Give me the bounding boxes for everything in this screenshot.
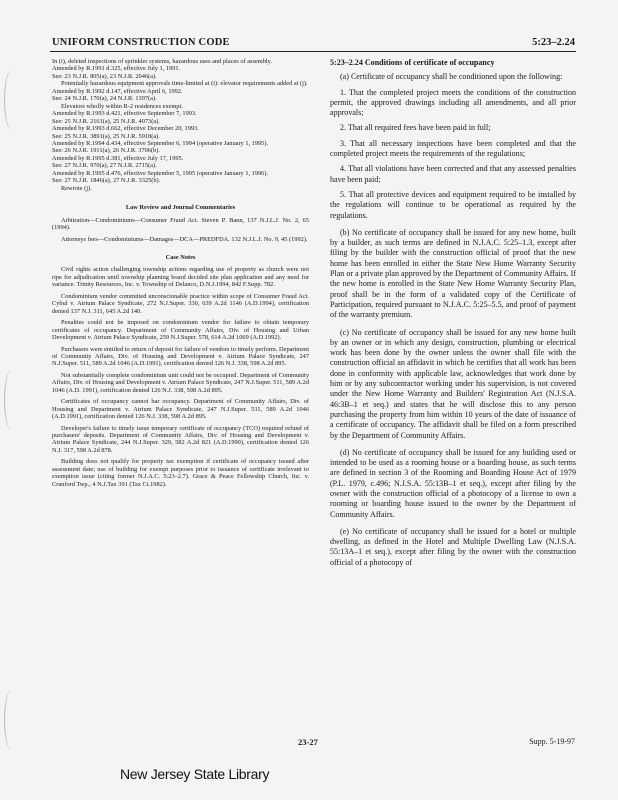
margin-mark [4, 70, 19, 130]
subsection-paragraph: (c) No certificate of occupancy shall be issued for any new home built by an owner or in which any design, construction, plumbing or electrical work has been done by the owner unless the owner shall file with the construction official an affidavit in which he certifies that all work has been done in conformity with applicable law, acknowledges that work done by him or by any subcontractor working under his supervision, is not covered under the New Home Warranty and Builders' Registration Act (N.J.S.A. 46:3B–1 et seq.) and states that he will disclose this to any person purchasing the property from him within 10 years of the date of issuance of a certificate of occupancy. The affidavit shall be filed on a form prescribed by the Department of Community Affairs. [330, 327, 576, 440]
history-note: Amended by R.1993 d.421, effective September 7, 1993. [52, 110, 197, 118]
running-header-section: 5:23–2.24 [532, 37, 575, 48]
library-stamp: New Jersey State Library [120, 766, 270, 782]
case-note-entry: Purchasers were entitled to return of deposit for failure of vendors to timely perform. Department of Community Affairs, Div. of Housing and Development v. Atrium Palace Syndicate, 247 N.J.Super. 511, 589 A.2d 1046 (A.D.1991), certification denied 126 N.J. 338, 598 A.2d 895. [52, 345, 309, 368]
history-note: Amended by R.1995 d.476, effective September 5, 1995 (operative January 1, 1996). [52, 169, 269, 177]
subsection-paragraph: 1. That the completed project meets the conditions of the construction permit, the approved drawings including all amendments, and all prior approvals; [330, 87, 576, 118]
case-note-entry: Condominium vendor committed unconscionable practice within scope of Consumer Fraud Act. Cybul v. Atrium Palace Syndicate, 272 N.J.Super. 330, 639 A.2d 1146 (A.D.1994), certification denied 137 N.J. 311, 645 A.2d 140. [52, 292, 309, 315]
section-body [330, 72, 576, 568]
case-notes-heading: Case Notes [165, 253, 196, 261]
case-note-entry: Civil rights action challenging township actions regarding use of property as church were not ripe for adjudication until township planning board decided site plan application and any need for variance. Trinity Resources, Inc. v. Township of Delanco, D.N.J.1994, 842 F.Supp. 782. [52, 266, 309, 289]
law-review-entry: Attorneys fees—Condominiums—Damages—DCA—PREDFDA. 132 N.J.L.J. No. 9, 45 (1992). [61, 235, 308, 243]
subsection-paragraph: 4. That all violations have been corrected and that any assessed penalties have been paid; [330, 164, 576, 184]
header-rule [50, 51, 576, 52]
margin-mark [4, 370, 19, 430]
history-note: Rewrote (j). [61, 184, 92, 192]
history-note: Amended by R.1991 d.325, effective July 1, 1991. [52, 65, 181, 73]
history-note: See: 25 N.J.R. 3891(a), 25 N.J.R. 5918(a). [52, 132, 160, 140]
history-note: Elevators wholly within R-2 residences exempt. [61, 102, 183, 110]
case-note-entry: Developer's failure to timely issue temporary certificate of occupancy (TCO) required refund of purchasers' deposits. Department of Community Affairs, Div. of Housing and Development v. Atrium Palace Syndicate, 244 N.J.Super. 329, 582 A.2d 821 (A.D.1990), certification denied 126 N.J. 317, 598 A.2d 878. [52, 424, 309, 454]
case-note-entry: Certificates of occupancy cannot bar occupancy. Department of Community Affairs, Div. of Housing and Department v. Atrium Palace Syndicate, 247 N.J.Super. 511, 589 A.2d 1046 (A.D.1991), certification denied 126 N.J. 338, 598 A.2d 895. [52, 398, 309, 421]
history-note: Amended by R.1992 d.147, effective April 6, 1992. [52, 87, 183, 95]
running-header-title: UNIFORM CONSTRUCTION CODE [52, 37, 230, 48]
history-note: Amended by R.1995 d.381, effective July 17, 1995. [52, 154, 184, 162]
history-note: Potentially hazardous equipment approvals time-limited at (i): elevator requirements added at (j). [61, 80, 308, 88]
history-note: See: 27 N.J.R. 970(a), 27 N.J.R. 2715(a). [52, 162, 157, 170]
subsection-paragraph: (b) No certificate of occupancy shall be issued for any new home, built by a builder, as such terms are defined in N.J.A.C. 5:25–1.3, except after filing by the builder with the construction official of proof that the new home has been enrolled in either the State New Home Warranty Security Plan or a private plan approved by the Department of Community Affairs. If the new home is enrolled in the State New Home Warranty Security Plan, proof shall be in the form of a validated copy of the Certificate of Participation, required pursuant to N.J.A.C. 5:25–5.5, and proof of payment of the warranty premium. [330, 227, 576, 320]
subsection-paragraph: (e) No certificate of occupancy shall be issued for a hotel or multiple dwelling, as defined in the Hotel and Multiple Dwelling Law (N.J.S.A. 55:13A–1 et seq.), except after filing by the owner with the construction official of a photocopy of [330, 526, 576, 567]
subsection-paragraph: 3. That all necessary inspections have been completed and that the completed project meets the requirements of the regulations; [330, 138, 576, 159]
case-notes-list [52, 266, 309, 488]
page-number: 23-27 [298, 737, 318, 747]
case-note-entry: Penalties could not be imposed on condominium vendor for failure to obtain temporary certificates of occupancy. Department of Community Affairs, Div. of Housing and Urban Development v. Atrium Palace Syndicate, 259 N.J.Super. 578, 614 A.2d 1069 (A.D.1992). [52, 319, 309, 342]
history-notes [52, 58, 309, 192]
right-column [330, 58, 576, 568]
history-note: See: 26 N.J.R. 1911(a), 26 N.J.R. 3706(b). [52, 147, 160, 155]
law-review-list [52, 217, 309, 243]
history-note: See: 25 N.J.R. 2161(a), 25 N.J.R. 4073(a). [52, 117, 160, 125]
subsection-paragraph: (a) Certificate of occupancy shall be conditioned upon the following: [340, 72, 563, 82]
history-note: In (i), deleted inspections of sprinkler systems, hazardous uses and places of assembly. [52, 58, 272, 65]
history-note: Amended by R.1994 d.434, effective September 6, 1994 (operative January 1, 1995). [52, 139, 269, 147]
history-note: See: 23 N.J.R. 805(a), 23 N.J.R. 2046(a). [52, 72, 157, 80]
supplement-date: Supp. 5-19-97 [529, 737, 575, 746]
subsection-paragraph: 5. That all protective devices and equipment required to be installed by the regulations will continue to be operational as required by the regulations. [330, 189, 576, 220]
law-review-entry: Arbitration—Condominiums—Consumer Fraud Act. Steven P. Bann, 137 N.J.L.J. No. 2, 65 (1994). [52, 216, 309, 232]
margin-mark [4, 690, 19, 750]
case-note-entry: Building does not qualify for property tax exemption if certificate of occupancy issued after assessment date; use of building for exempt purposes prior to issuance of certificate irrelevant to exemption issue (citing former N.J.A.C. 5:23–2.7). Grace & Peace Fellowship Church, Inc. v. Cranford Twp., 4 N.J.Tax 391 (Tax Ct.1982). [52, 458, 309, 488]
subsection-paragraph: 2. That all required fees have been paid in full; [340, 123, 491, 133]
section-title: 5:23–2.24 Conditions of certificate of occupancy [330, 58, 495, 67]
law-review-heading: Law Review and Journal Commentaries [125, 204, 236, 212]
history-note: See: 24 N.J.R. 170(a), 24 N.J.R. 1397(a). [52, 95, 157, 103]
history-note: See: 27 N.J.R. 1846(a), 27 N.J.R. 3325(b). [52, 177, 161, 185]
subsection-paragraph: (d) No certificate of occupancy shall be issued for any building used or intended to be used as a rooming house or a boarding house, as such terms are defined in section 3 of the Rooming and Boarding House Act of 1979 (P.L. 1979, c.496; N.J.S.A. 55:13B–1 et seq.), except after filing by the owner with the construction official of a photocopy of a license to own a rooming or boarding house issued to the owner by the Department of Community Affairs. [330, 447, 576, 519]
left-column [52, 58, 309, 488]
case-note-entry: Not substantially complete condominium unit could not be occupied. Department of Community Affairs, Div. of Housing and Development v. Atrium Palace Syndicate, 247 N.J.Super. 511, 589 A.2d 1046 (A.D. 1991), certification denied 126 N.J. 338, 598 A.2d 895. [52, 371, 309, 394]
history-note: Amended by R.1993 d.662, effective December 20, 1993. [52, 125, 199, 133]
